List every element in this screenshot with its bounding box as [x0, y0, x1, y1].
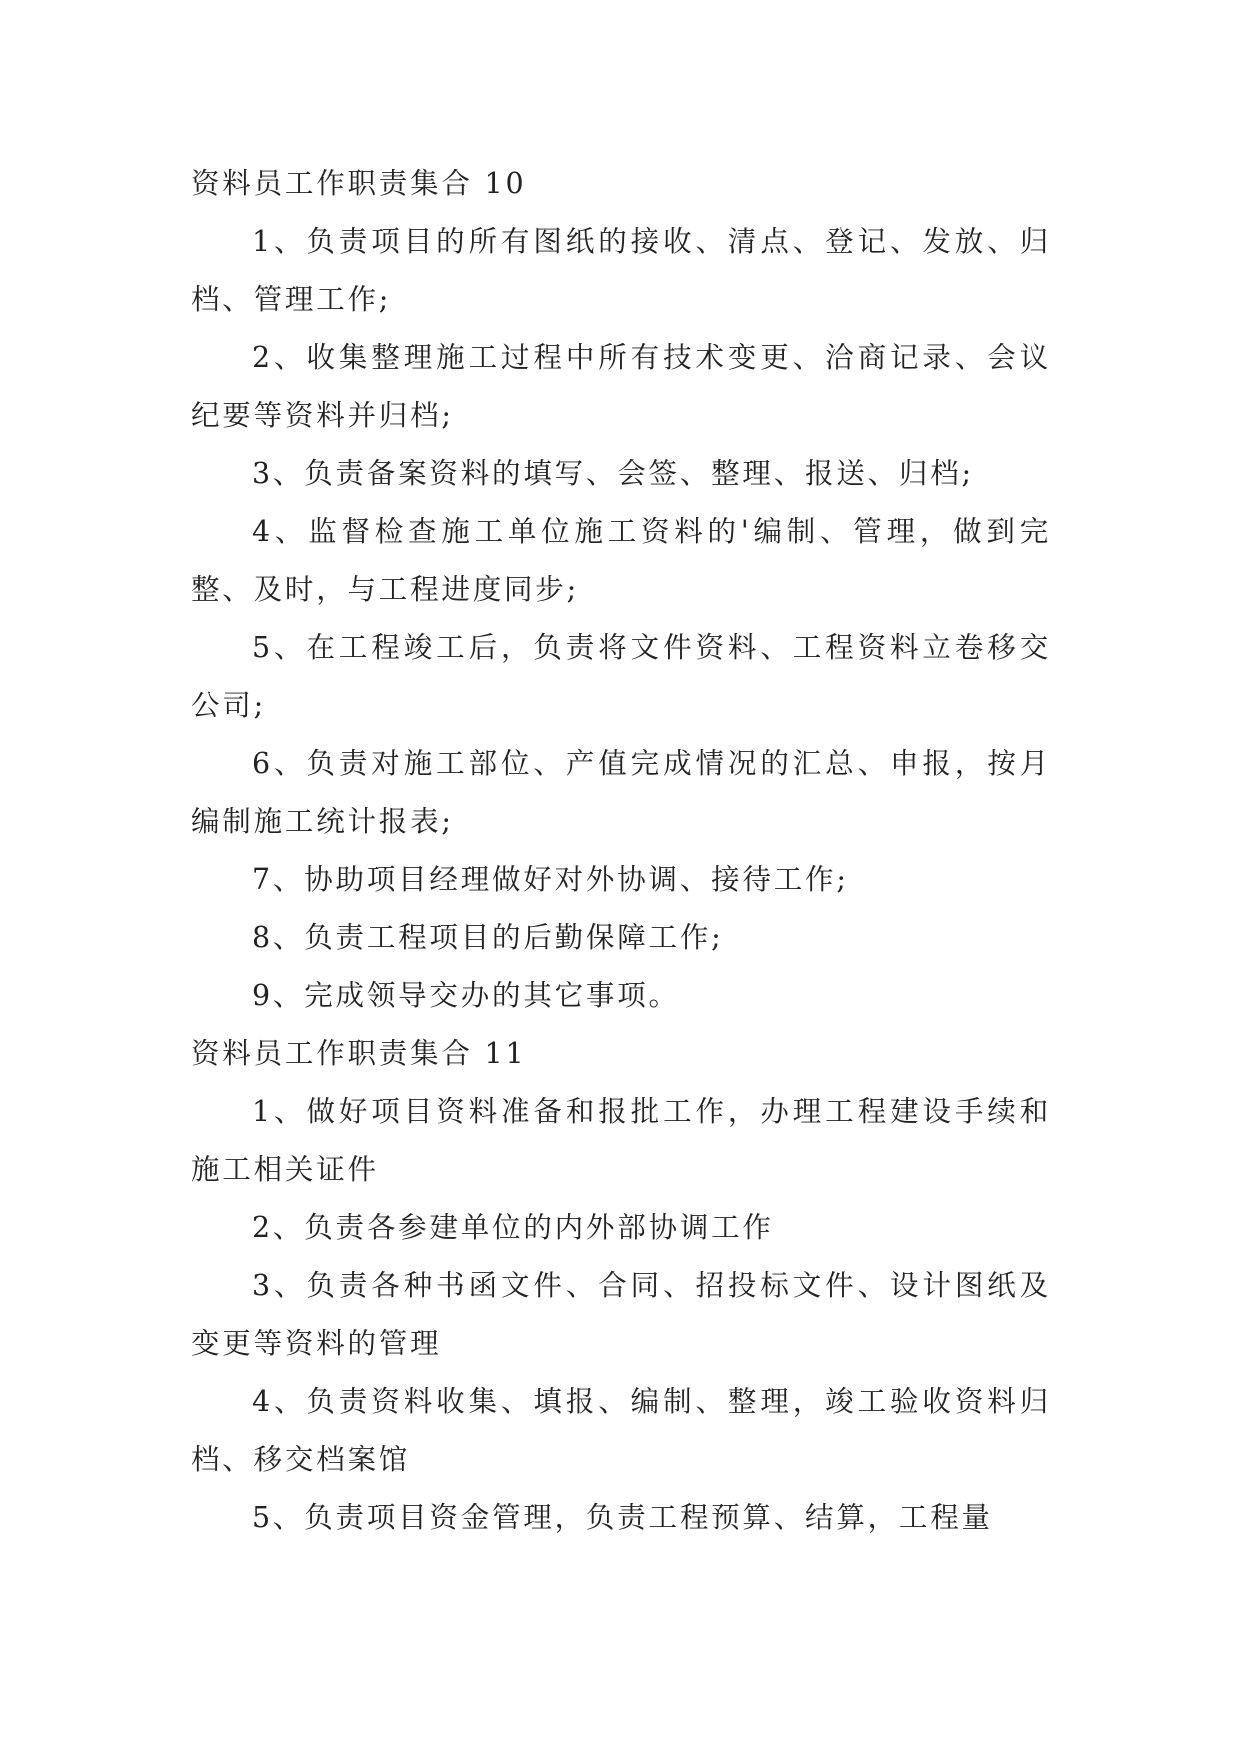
section-title: 资料员工作职责集合 11 — [191, 1037, 527, 1070]
section-title: 资料员工作职责集合 10 — [191, 167, 527, 200]
duty-item: 8、负责工程项目的后勤保障工作; — [252, 921, 724, 954]
duty-item: 7、协助项目经理做好对外协调、接待工作; — [252, 863, 849, 896]
duty-item: 9、完成领导交办的其它事项。 — [252, 979, 680, 1012]
duty-item: 4、监督检查施工单位施工资料的'编制、管理，做到完整、及时，与工程进度同步; — [191, 515, 1051, 606]
duty-item: 1、做好项目资料准备和报批工作，办理工程建设手续和施工相关证件 — [191, 1095, 1051, 1186]
duty-item: 2、收集整理施工过程中所有技术变更、洽商记录、会议纪要等资料并归档; — [191, 341, 1051, 432]
duty-item: 3、负责各种书函文件、合同、招投标文件、设计图纸及变更等资料的管理 — [191, 1269, 1051, 1360]
duty-item: 4、负责资料收集、填报、编制、整理，竣工验收资料归档、移交档案馆 — [191, 1385, 1051, 1476]
duty-item: 5、负责项目资金管理，负责工程预算、结算，工程量 — [252, 1501, 993, 1534]
document-body — [191, 155, 1051, 1547]
duty-item: 5、在工程竣工后，负责将文件资料、工程资料立卷移交公司; — [191, 631, 1051, 722]
duty-item: 3、负责备案资料的填写、会签、整理、报送、归档; — [252, 457, 974, 490]
duty-item: 6、负责对施工部位、产值完成情况的汇总、申报，按月编制施工统计报表; — [191, 747, 1051, 838]
duty-item: 2、负责各参建单位的内外部协调工作 — [252, 1211, 774, 1244]
duty-item: 1、负责项目的所有图纸的接收、清点、登记、发放、归档、管理工作; — [191, 225, 1051, 316]
